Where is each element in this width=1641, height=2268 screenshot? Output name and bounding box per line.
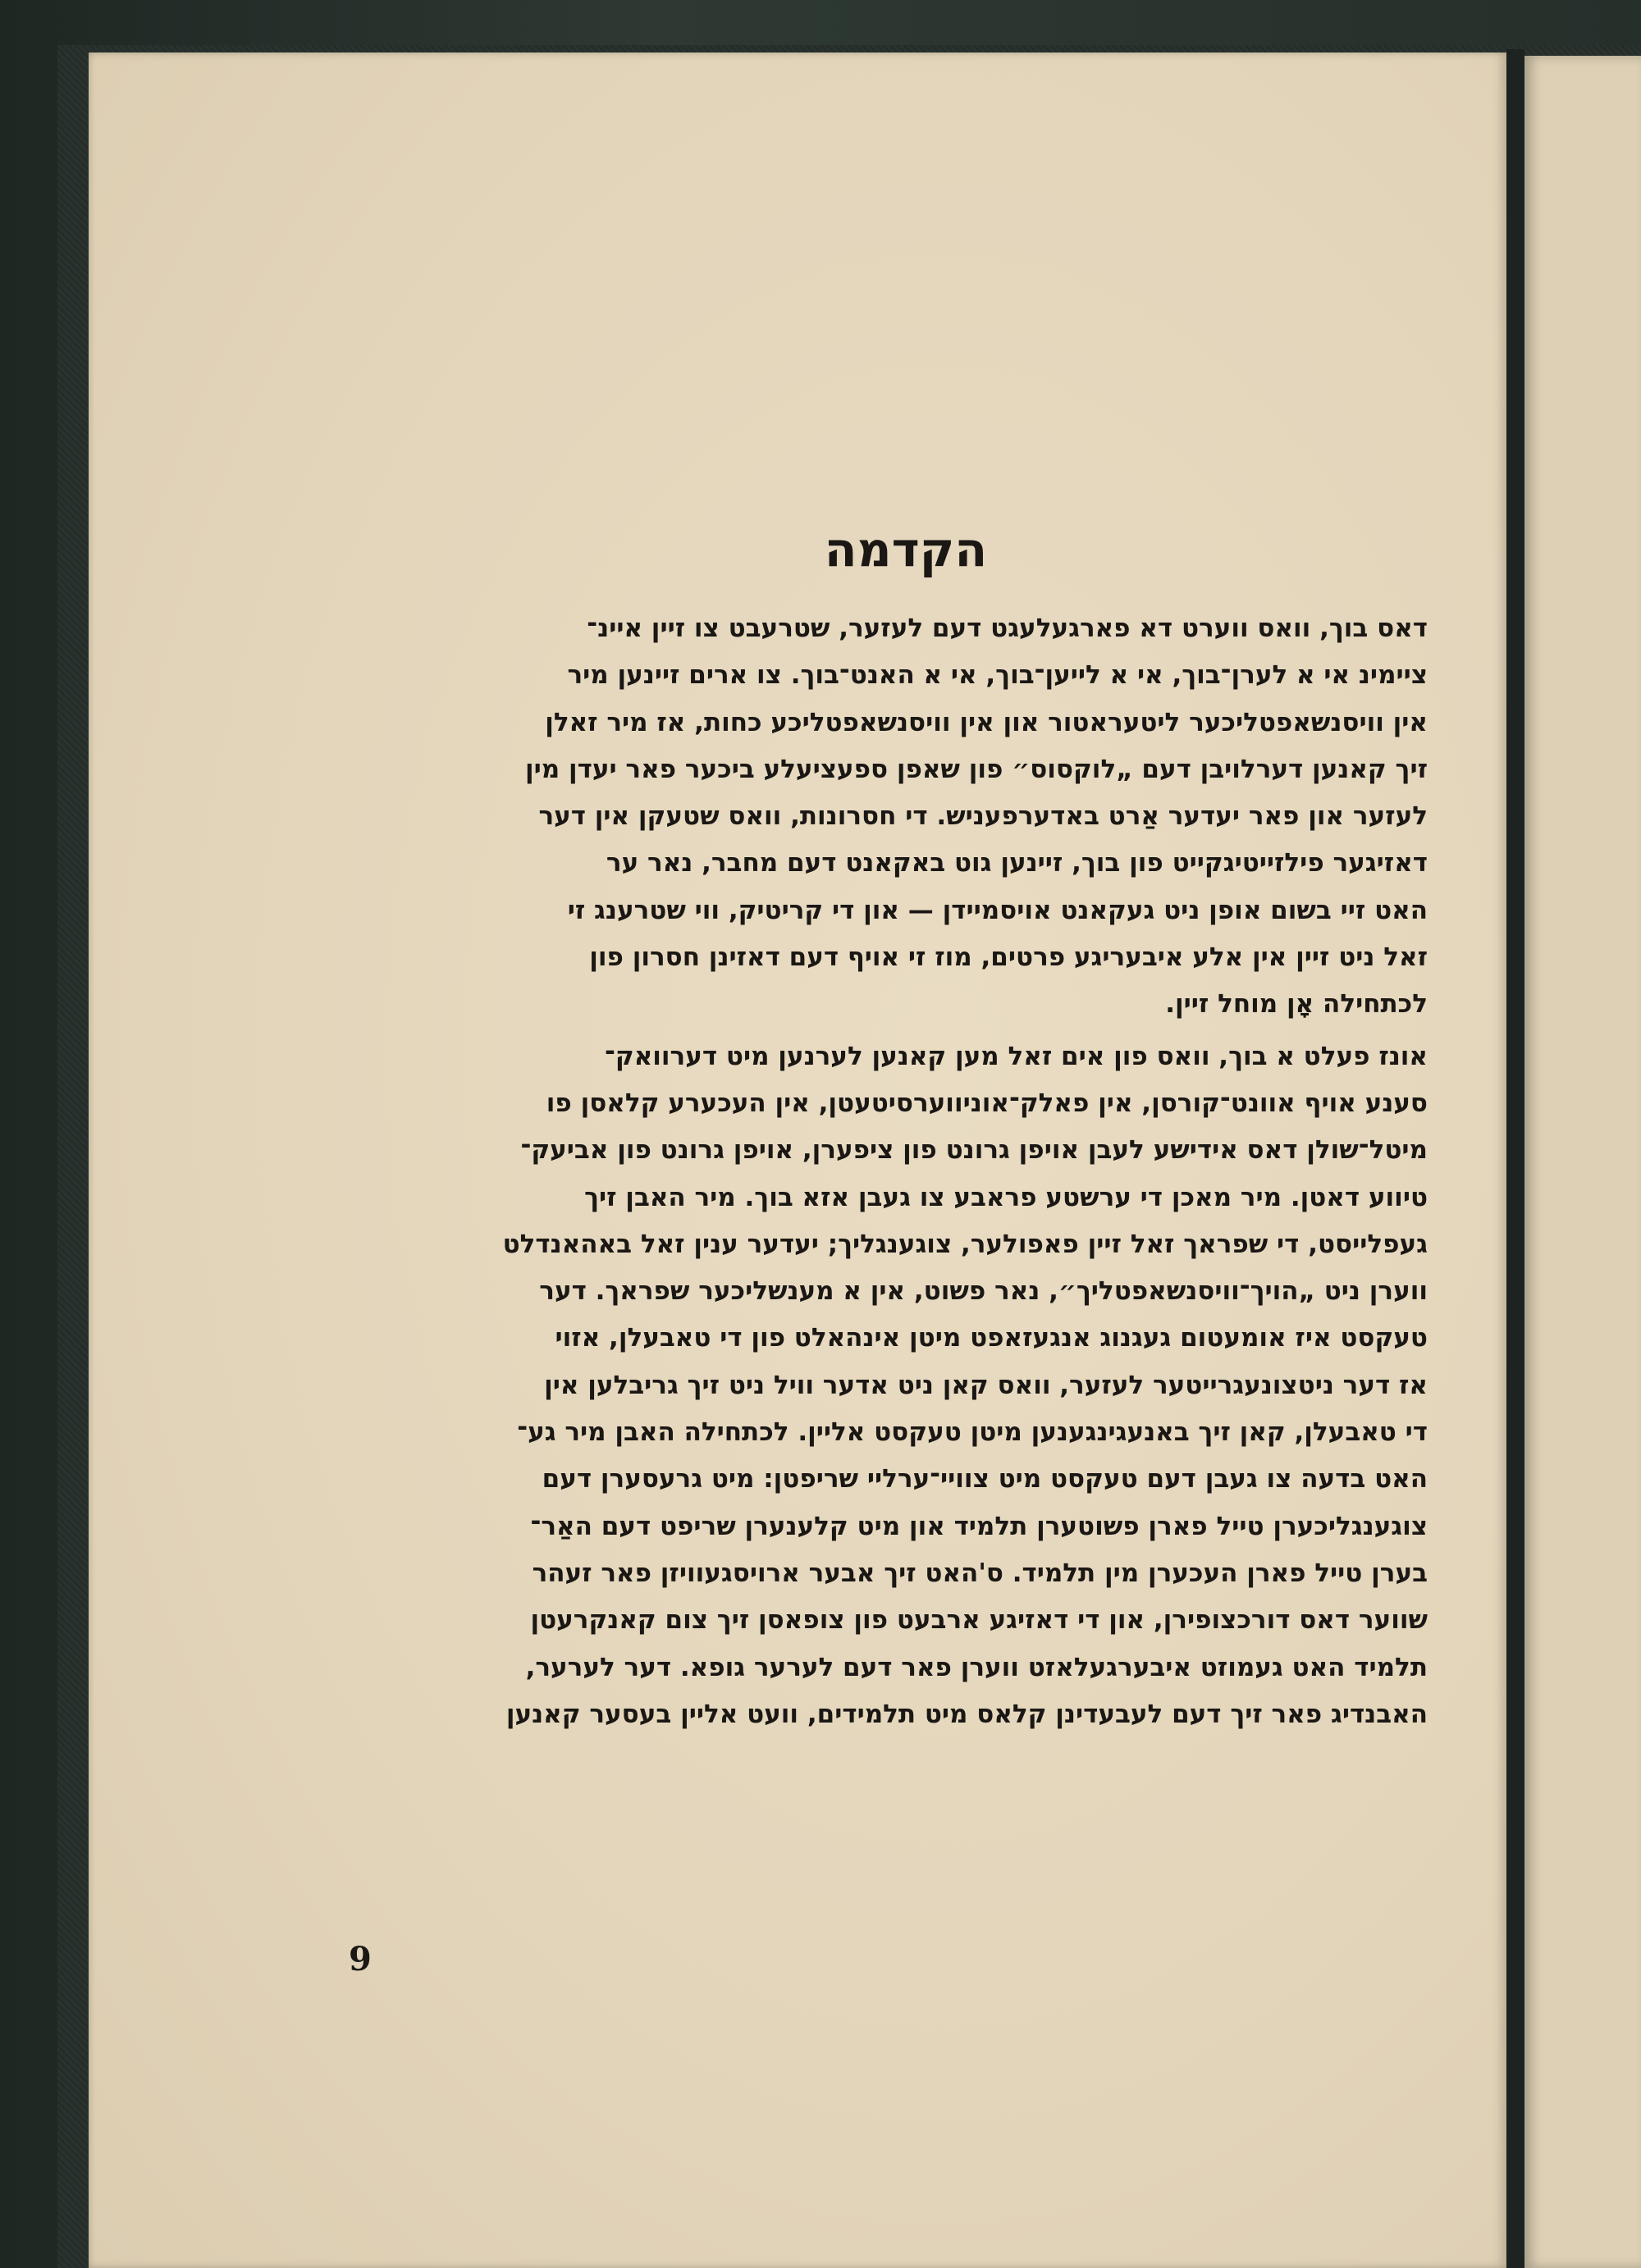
- text-line: טעקסט איז אומעטום געגנוג אנגעזאפט מיטן אינהאלט פון די טאבעלן, אזוי: [555, 1323, 1428, 1353]
- text-line: טיווע דאטן. מיר מאכן די ערשטע פראבע צו געבן אזא בוך. מיר האבן זיך: [584, 1182, 1428, 1212]
- text-line: אז דער ניטצונעגרייטער לעזער, וואס קאן ניט אדער וויל ניט זיך גריבלען אין: [544, 1370, 1428, 1400]
- page-number: 9: [349, 1940, 372, 1978]
- text-line: מיטל־שולן דאס אידישע לעבן אויפן גרונט פון ציפערן, אויפן גרונט פון אביעק־: [520, 1135, 1428, 1166]
- text-line: לעזער און פאר יעדער אַרט באדערפעניש. די חסרונות, וואס שטעקן אין דער: [538, 801, 1428, 832]
- text-line: געפלייסט, די שפראך זאל זיין פאפולער, צוגענגליך; יעדער ענין זאל באהאנדלט: [502, 1229, 1428, 1259]
- text-line: זאל ניט זיין אין אלע איבעריגע פרטים, מוז זי אויף דעם דאזינן חסרון פון: [589, 942, 1428, 973]
- page-content: [261, 517, 1428, 1738]
- text-line: צוגענגליכערן טייל פארן פשוטערן תלמיד און מיט קלענערן שריפט דעם האַר־: [530, 1511, 1428, 1541]
- text-line: שווער דאס דורכצופירן, און די דאזיגע ארבעט פון צופאסן זיך צום קאנקרעטן: [530, 1605, 1428, 1636]
- text-line: דאס בוך, וואס ווערט דא פארגעלעגט דעם לעזער, שטרעבט צו זיין איינ־: [587, 614, 1428, 643]
- page-title: הקדמה: [824, 522, 988, 577]
- book-gutter: [1506, 49, 1524, 2268]
- text-line: האט זיי בשום אופן ניט געקאנט אויסמיידן — און די קריטיק, ווי שטרענג זי: [567, 895, 1428, 925]
- text-line: ווערן ניט „הויך־וויסנשאפטליך״, נאר פשוט, אין א מענשליכער שפראך. דער: [539, 1276, 1428, 1307]
- text-line: סענע אויף אוונט־קורסן, אין פאלק־אוניווערסיטעטן, אין העכערע קלאסן פו: [546, 1088, 1428, 1118]
- paragraph-2: [261, 1034, 1428, 1738]
- text-line: תלמיד האט געמוזט איבערגעלאזט ווערן פאר דעם לערער גופא. דער לערער,: [525, 1652, 1428, 1682]
- text-line: בערן טייל פארן העכערן מין תלמיד. ס'האט זיך אבער ארויסגעוויזן פאר זעהר: [532, 1558, 1428, 1588]
- facing-page-edge: [1524, 56, 1641, 2268]
- text-line: זיך קאנען דערלויבן דעם „לוקסוס״ פון שאפן ספעציעלע ביכער פאר יעדן מין: [524, 754, 1428, 784]
- text-line: אונז פעלט א בוך, וואס פון אים זאל מען קאנען לערנען מיט דערוואק־: [605, 1041, 1428, 1071]
- text-line: דאזיגער פילזייטיגקייט פון בוך, זיינען גוט באקאנט דעם מחבר, נאר ער: [606, 848, 1428, 878]
- paragraph-1: [261, 605, 1428, 1029]
- text-line: אין וויסנשאפטליכער ליטעראטור און אין וויסנשאפטליכע כחות, אז מיר זאלן: [545, 707, 1428, 737]
- text-line: די טאבעלן, קאן זיך באנעגינגענען מיטן טעקסט אליין. לכתחילה האבן מיר גע־: [517, 1417, 1428, 1448]
- text-line: האבנדיג פאר זיך דעם לעבעדינן קלאס מיט תלמידים, וועט אליין בעסער קאנען: [505, 1699, 1428, 1729]
- text-line: האט בדעה צו געבן דעם טעקסט מיט צוויי־ערליי שריפטן: מיט גרעסערן דעם: [542, 1464, 1428, 1495]
- text-line: לכתחילה אָן מוחל זיין.: [1165, 989, 1428, 1020]
- text-line: ציימינ אי א לערן־בוך, אי א לייען־בוך, אי א האנט־בוך. צו ארים זיינען מיר: [567, 660, 1428, 691]
